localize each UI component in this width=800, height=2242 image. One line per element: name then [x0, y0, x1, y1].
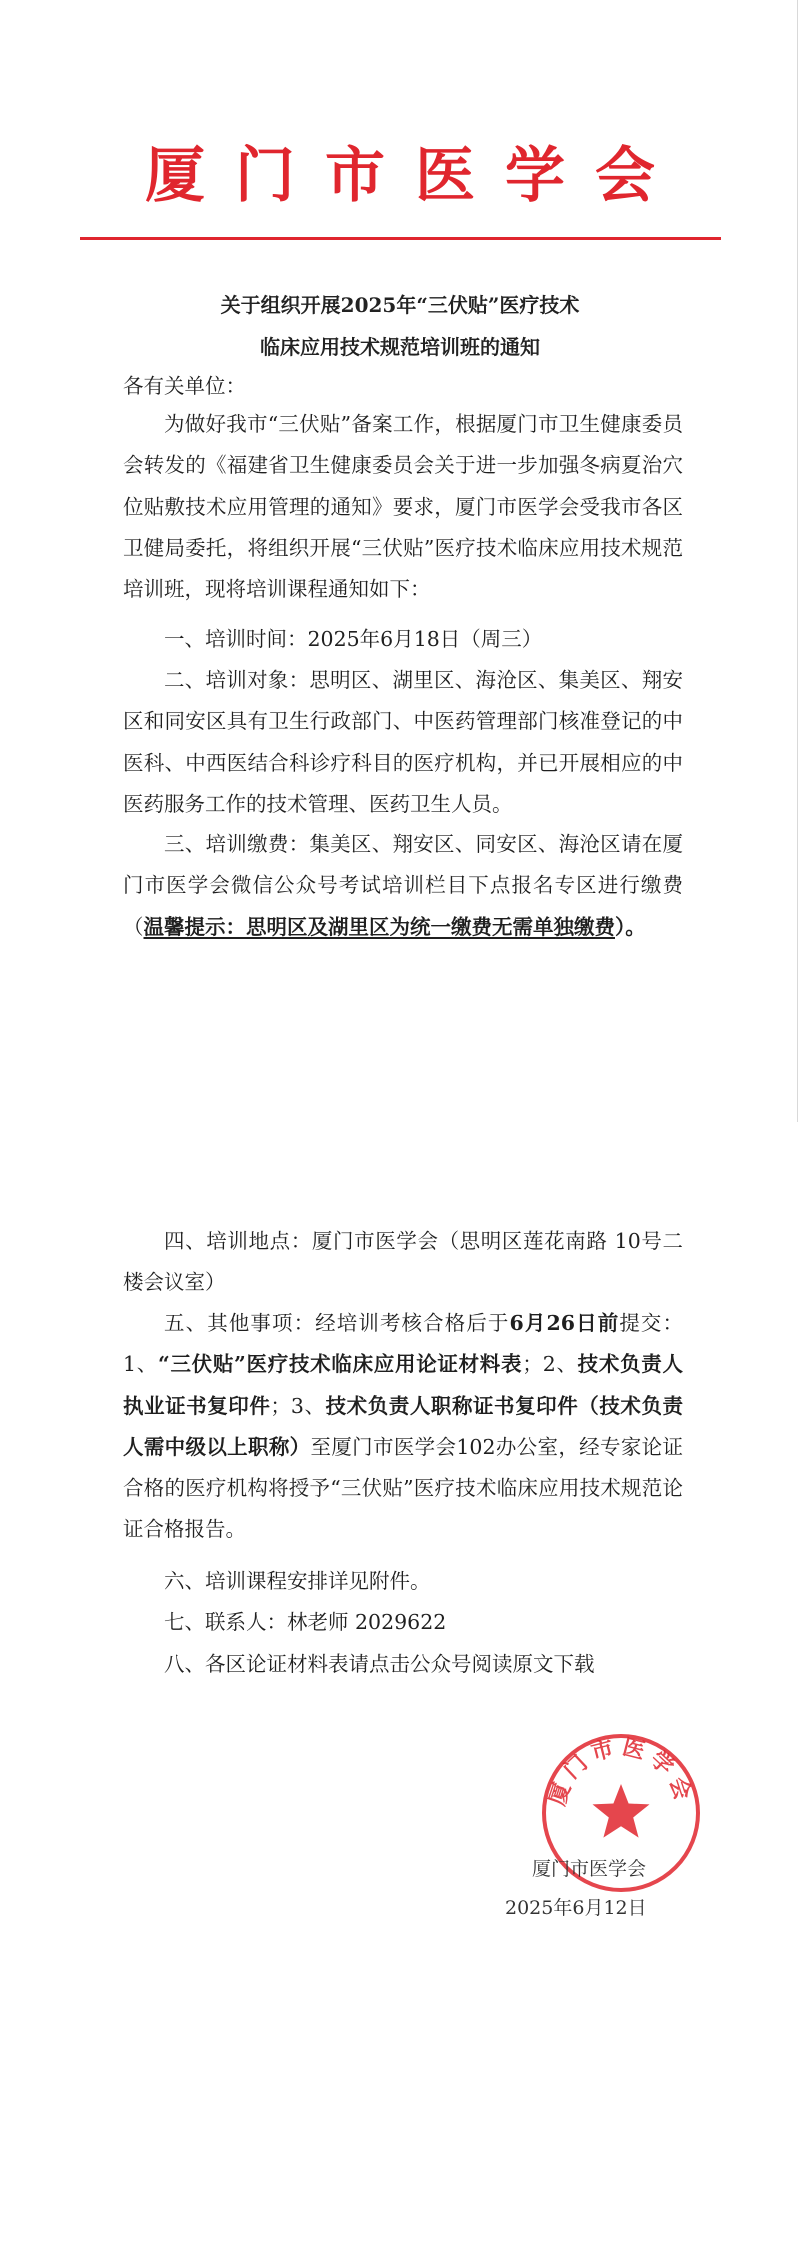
item-3-end: ）。: [615, 914, 646, 939]
signature-date: 2025年6月12日: [505, 1897, 647, 1919]
seal-star-icon: [593, 1784, 650, 1838]
seal-arc-text: 厦门市医学会: [544, 1734, 698, 1809]
item-5-b: 提交：1、: [123, 1311, 684, 1377]
item-5-c: ；2、: [522, 1352, 578, 1377]
item-6-schedule: 六、培训课程安排详见附件。: [164, 1569, 431, 1593]
letterhead-title: 厦门市医学会: [145, 141, 685, 211]
signature-organization: 厦门市医学会: [532, 1858, 647, 1880]
item-5-d: ；3、: [270, 1393, 326, 1418]
item-5-a: 五、其他事项：经培训考核合格后于: [164, 1311, 510, 1335]
item-3-fee: [123, 824, 683, 948]
intro-paragraph: 为做好我市“三伏贴”备案工作，根据厦门市卫生健康委员会转发的《福建省卫生健康委员会关于进一步加强冬病夏治穴位贴敷技术应用管理的通知》要求，厦门市医学会受我市各区卫健局委托，将组织开展“三伏贴”医疗技术临床应用技术规范培训班，现将培训课程通知如下：: [123, 412, 683, 602]
item-5-doc2: 技术负责人执业证书复印件: [123, 1352, 683, 1418]
notice-title-line-1: 关于组织开展2025年“三伏贴”医疗技术: [220, 293, 580, 317]
item-3-tip: 温馨提示：思明区及湖里区为统一缴费无需单独缴费: [143, 914, 615, 939]
item-5-other: [123, 1303, 683, 1551]
letterhead-red-rule: [80, 237, 721, 240]
item-5-doc3: 技术负责人职称证书复印件（技术负责人需中级以上职称）: [123, 1393, 684, 1459]
item-5-e: 至厦门市医学会102办公室，经专家论证合格的医疗机构将授予“三伏贴”医疗技术临床应用技术规范论证合格报告。: [123, 1434, 683, 1542]
item-1-time: 一、培训时间：2025年6月18日（周三）: [164, 627, 543, 651]
item-2-target: 二、培训对象：思明区、湖里区、海沧区、集美区、翔安区和同安区具有卫生行政部门、中医药管理部门核准登记的中医科、中西医结合科诊疗科目的医疗机构，并已开展相应的中医药服务工作的技术管理、医药卫生人员。: [123, 668, 683, 816]
salutation: 各有关单位：: [123, 374, 246, 398]
notice-title-line-2: 临床应用技术规范培训班的通知: [260, 335, 540, 359]
item-3-text: 三、培训缴费：集美区、翔安区、同安区、海沧区请在厦门市医学会微信公众号考试培训栏目下点报名专区进行缴费（: [123, 832, 683, 939]
item-5-doc1: “三伏贴”医疗技术临床应用论证材料表: [157, 1352, 523, 1377]
item-7-contact: 七、联系人：林老师 2029622: [164, 1610, 447, 1634]
item-5-deadline: 6月26日前: [509, 1311, 620, 1335]
item-8-download: 八、各区论证材料表请点击公众号阅读原文下载: [164, 1652, 595, 1676]
item-4-location: 四、培训地点：厦门市医学会（思明区莲花南路 10号二楼会议室）: [123, 1229, 683, 1295]
